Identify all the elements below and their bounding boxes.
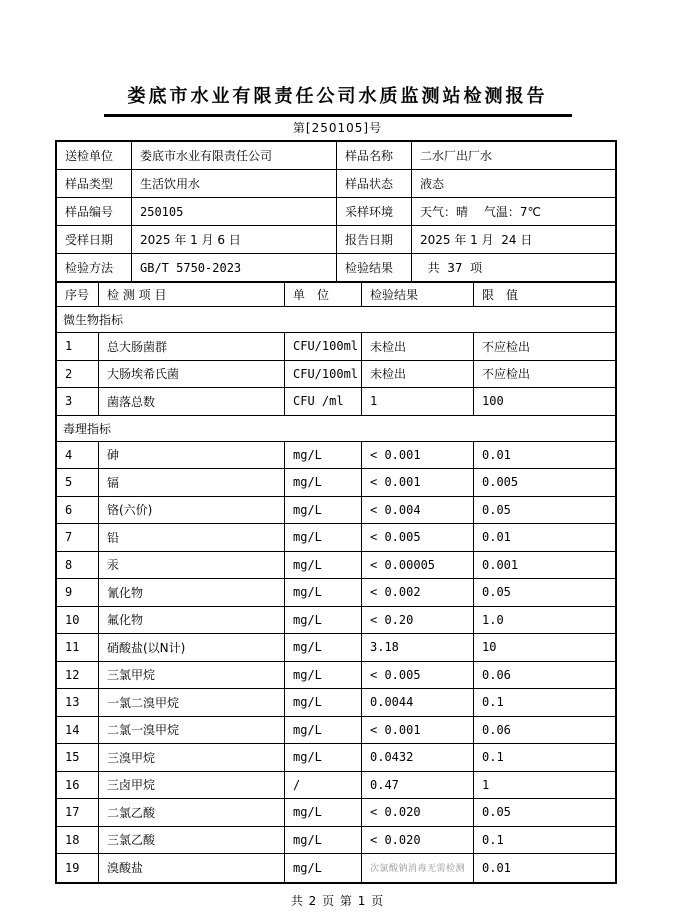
item-limit: 0.001	[474, 552, 615, 580]
item-name: 三氯甲烷	[99, 662, 285, 690]
item-unit: mg/L	[285, 634, 362, 662]
item-name: 一氯二溴甲烷	[99, 689, 285, 717]
result-row	[57, 579, 615, 607]
info-label: 检验方法	[57, 254, 132, 282]
item-result: < 0.001	[362, 442, 474, 470]
item-limit: 0.01	[474, 442, 615, 470]
item-unit: mg/L	[285, 827, 362, 855]
result-row	[57, 634, 615, 662]
info-row	[57, 226, 615, 254]
item-result: 未检出	[362, 333, 474, 361]
item-unit: mg/L	[285, 579, 362, 607]
row-number: 14	[57, 717, 99, 745]
item-result: 1	[362, 388, 474, 416]
info-label: 报告日期	[337, 226, 412, 254]
info-value: 250105	[132, 198, 337, 226]
result-row	[57, 552, 615, 580]
section-row	[57, 416, 615, 442]
info-block	[57, 142, 615, 282]
row-number: 3	[57, 388, 99, 416]
row-number: 10	[57, 607, 99, 635]
info-value: 生活饮用水	[132, 170, 337, 198]
result-row	[57, 772, 615, 800]
item-limit: 0.1	[474, 744, 615, 772]
item-unit: CFU/100ml	[285, 361, 362, 389]
item-limit: 0.05	[474, 579, 615, 607]
column-header: 单 位	[285, 283, 362, 307]
column-header: 序号	[57, 283, 99, 307]
info-label: 送检单位	[57, 142, 132, 170]
result-row	[57, 469, 615, 497]
row-number: 15	[57, 744, 99, 772]
report-number: 第[250105]号	[292, 121, 383, 135]
column-header: 限 值	[474, 283, 615, 307]
item-unit: mg/L	[285, 497, 362, 525]
item-result: < 0.020	[362, 827, 474, 855]
item-result: 3.18	[362, 634, 474, 662]
result-row	[57, 333, 615, 361]
section-label: 微生物指标	[57, 307, 615, 333]
item-result: < 0.004	[362, 497, 474, 525]
item-unit: mg/L	[285, 552, 362, 580]
result-row	[57, 442, 615, 470]
row-number: 7	[57, 524, 99, 552]
item-name: 硝酸盐(以N计)	[99, 634, 285, 662]
info-label: 采样环境	[337, 198, 412, 226]
item-limit: 0.1	[474, 689, 615, 717]
info-value: GB/T 5750-2023	[132, 254, 337, 282]
row-number: 12	[57, 662, 99, 690]
info-row	[57, 142, 615, 170]
row-number: 8	[57, 552, 99, 580]
item-result: < 0.002	[362, 579, 474, 607]
item-result: < 0.00005	[362, 552, 474, 580]
row-number: 1	[57, 333, 99, 361]
result-row	[57, 497, 615, 525]
item-name: 二氯乙酸	[99, 799, 285, 827]
item-result: < 0.005	[362, 524, 474, 552]
item-result: 0.0432	[362, 744, 474, 772]
item-name: 三溴甲烷	[99, 744, 285, 772]
info-row	[57, 170, 615, 198]
info-value: 娄底市水业有限责任公司	[132, 142, 337, 170]
item-name: 铬(六价)	[99, 497, 285, 525]
result-row	[57, 717, 615, 745]
info-row	[57, 198, 615, 226]
item-name: 三氯乙酸	[99, 827, 285, 855]
results-header-row	[57, 283, 615, 307]
info-value: 液态	[412, 170, 615, 198]
item-name: 二氯一溴甲烷	[99, 717, 285, 745]
item-unit: CFU /ml	[285, 388, 362, 416]
column-header: 检 测 项 目	[99, 283, 285, 307]
item-name: 溴酸盐	[99, 854, 285, 882]
item-unit: mg/L	[285, 662, 362, 690]
item-unit: mg/L	[285, 744, 362, 772]
item-name: 菌落总数	[99, 388, 285, 416]
info-label: 样品编号	[57, 198, 132, 226]
item-name: 大肠埃希氏菌	[99, 361, 285, 389]
section-label: 毒理指标	[57, 416, 615, 442]
item-unit: mg/L	[285, 799, 362, 827]
item-unit: mg/L	[285, 689, 362, 717]
item-result: 次氯酸钠消毒无需检测	[362, 854, 474, 882]
page-footer: 共 2 页 第 1 页	[290, 894, 385, 908]
result-row	[57, 388, 615, 416]
section-row	[57, 307, 615, 333]
info-label: 样品状态	[337, 170, 412, 198]
result-row	[57, 524, 615, 552]
report-title-wrap	[0, 82, 675, 117]
result-row	[57, 361, 615, 389]
info-value: 二水厂出厂水	[412, 142, 615, 170]
item-name: 总大肠菌群	[99, 333, 285, 361]
info-label: 样品名称	[337, 142, 412, 170]
item-name: 镉	[99, 469, 285, 497]
results-rows	[57, 307, 615, 882]
report-table	[55, 140, 617, 884]
item-result: < 0.020	[362, 799, 474, 827]
item-result: 0.47	[362, 772, 474, 800]
item-name: 三卤甲烷	[99, 772, 285, 800]
item-unit: mg/L	[285, 524, 362, 552]
item-limit: 不应检出	[474, 333, 615, 361]
item-result: 0.0044	[362, 689, 474, 717]
row-number: 18	[57, 827, 99, 855]
item-limit: 1	[474, 772, 615, 800]
column-header: 检验结果	[362, 283, 474, 307]
info-label: 检验结果	[337, 254, 412, 282]
info-value: 天气：晴 气温：7℃	[412, 198, 615, 226]
item-unit: /	[285, 772, 362, 800]
row-number: 16	[57, 772, 99, 800]
item-limit: 0.05	[474, 497, 615, 525]
row-number: 2	[57, 361, 99, 389]
result-row	[57, 744, 615, 772]
item-limit: 10	[474, 634, 615, 662]
item-name: 汞	[99, 552, 285, 580]
result-row	[57, 854, 615, 882]
item-unit: mg/L	[285, 854, 362, 882]
item-limit: 0.06	[474, 662, 615, 690]
item-result: < 0.20	[362, 607, 474, 635]
result-row	[57, 827, 615, 855]
item-result: 未检出	[362, 361, 474, 389]
item-unit: mg/L	[285, 469, 362, 497]
item-result: < 0.001	[362, 717, 474, 745]
item-limit: 0.06	[474, 717, 615, 745]
item-limit: 0.005	[474, 469, 615, 497]
result-row	[57, 662, 615, 690]
row-number: 11	[57, 634, 99, 662]
item-result: < 0.005	[362, 662, 474, 690]
item-limit: 0.05	[474, 799, 615, 827]
item-unit: CFU/100ml	[285, 333, 362, 361]
info-label: 样品类型	[57, 170, 132, 198]
row-number: 17	[57, 799, 99, 827]
row-number: 5	[57, 469, 99, 497]
info-value: 2025 年 1 月 24 日	[412, 226, 615, 254]
info-value: 2025 年 1 月 6 日	[132, 226, 337, 254]
result-row	[57, 689, 615, 717]
item-unit: mg/L	[285, 717, 362, 745]
item-name: 氰化物	[99, 579, 285, 607]
item-limit: 0.01	[482, 860, 511, 875]
results-block	[57, 282, 615, 882]
info-label: 受样日期	[57, 226, 132, 254]
item-result: < 0.001	[362, 469, 474, 497]
item-limit: 0.01	[474, 524, 615, 552]
row-number: 6	[57, 497, 99, 525]
report-title: 娄底市水业有限责任公司水质监测站检测报告	[104, 82, 572, 117]
item-unit: mg/L	[285, 607, 362, 635]
item-name: 氟化物	[99, 607, 285, 635]
row-number: 19	[57, 854, 99, 882]
result-row	[57, 799, 615, 827]
info-value: 共 37 项	[412, 254, 615, 282]
item-limit: 不应检出	[474, 361, 615, 389]
item-limit: 100	[474, 388, 615, 416]
row-number: 4	[57, 442, 99, 470]
row-number: 9	[57, 579, 99, 607]
item-name: 铅	[99, 524, 285, 552]
item-name: 砷	[99, 442, 285, 470]
item-limit: 0.1	[474, 827, 615, 855]
row-number: 13	[57, 689, 99, 717]
item-unit: mg/L	[285, 442, 362, 470]
result-row	[57, 607, 615, 635]
item-limit: 1.0	[474, 607, 615, 635]
info-row	[57, 254, 615, 282]
